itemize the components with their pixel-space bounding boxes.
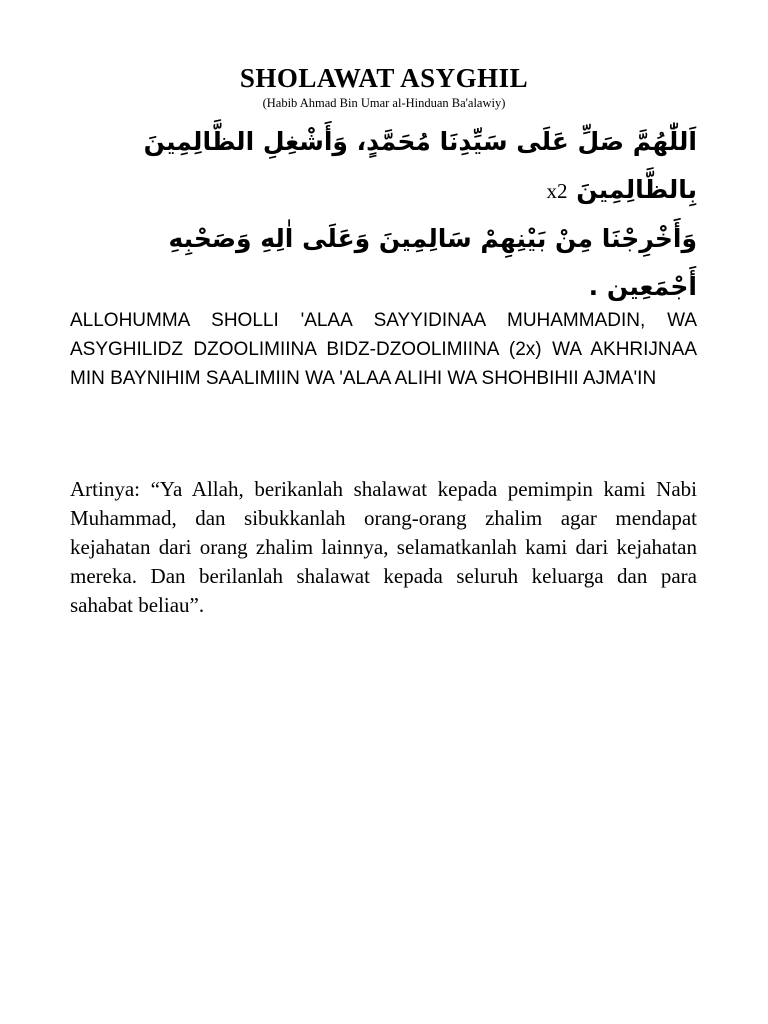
arabic-line-2-text: بِالظَّالِمِينَ bbox=[576, 175, 697, 204]
arabic-line-2 bbox=[70, 166, 697, 215]
arabic-line-3: وَأَخْرِجْنَا مِنْ بَيْنِهِمْ سَالِمِينَ وَعَلَى اٰلِهِ وَصَحْبِهِ bbox=[168, 224, 697, 253]
arabic-repeat-count: x2 bbox=[546, 179, 568, 203]
arabic-text bbox=[70, 118, 697, 311]
transliteration-paragraph: ALLOHUMMA SHOLLI 'ALAA SAYYIDINAA MUHAMMADIN, WA ASYGHILIDZ DZOOLIMIINA BIDZ-DZOOLIMIINA (2x) WA AKHRIJNAA MIN BAYNIHIM SAALIMIIN WA 'ALAA ALIHI WA SHOHBIHII AJMA'IN bbox=[70, 310, 697, 389]
meaning-paragraph: Artinya: “Ya Allah, berikanlah shalawat kepada pemimpin kami Nabi Muhammad, dan sibukkanlah orang-orang zhalim agar mendapat kejahatan dari orang zhalim lainnya, selamatkanlah kami dari kejahatan mereka. Dan berilanlah shalawat kepada seluruh keluarga dan para sahabat beliau”. bbox=[70, 477, 697, 617]
document-title: SHOLAWAT ASYGHIL bbox=[239, 63, 529, 93]
arabic-line-4: أَجْمَعِين . bbox=[588, 272, 697, 301]
arabic-line-1: اَللّٰهُمَّ صَلِّ عَلَى سَيِّدِنَا مُحَمَّدٍ، وَأَشْغِلِ الظَّالِمِينَ bbox=[143, 127, 697, 156]
document-subtitle: (Habib Ahmad Bin Umar al-Hinduan Ba'alawiy) bbox=[262, 96, 506, 110]
